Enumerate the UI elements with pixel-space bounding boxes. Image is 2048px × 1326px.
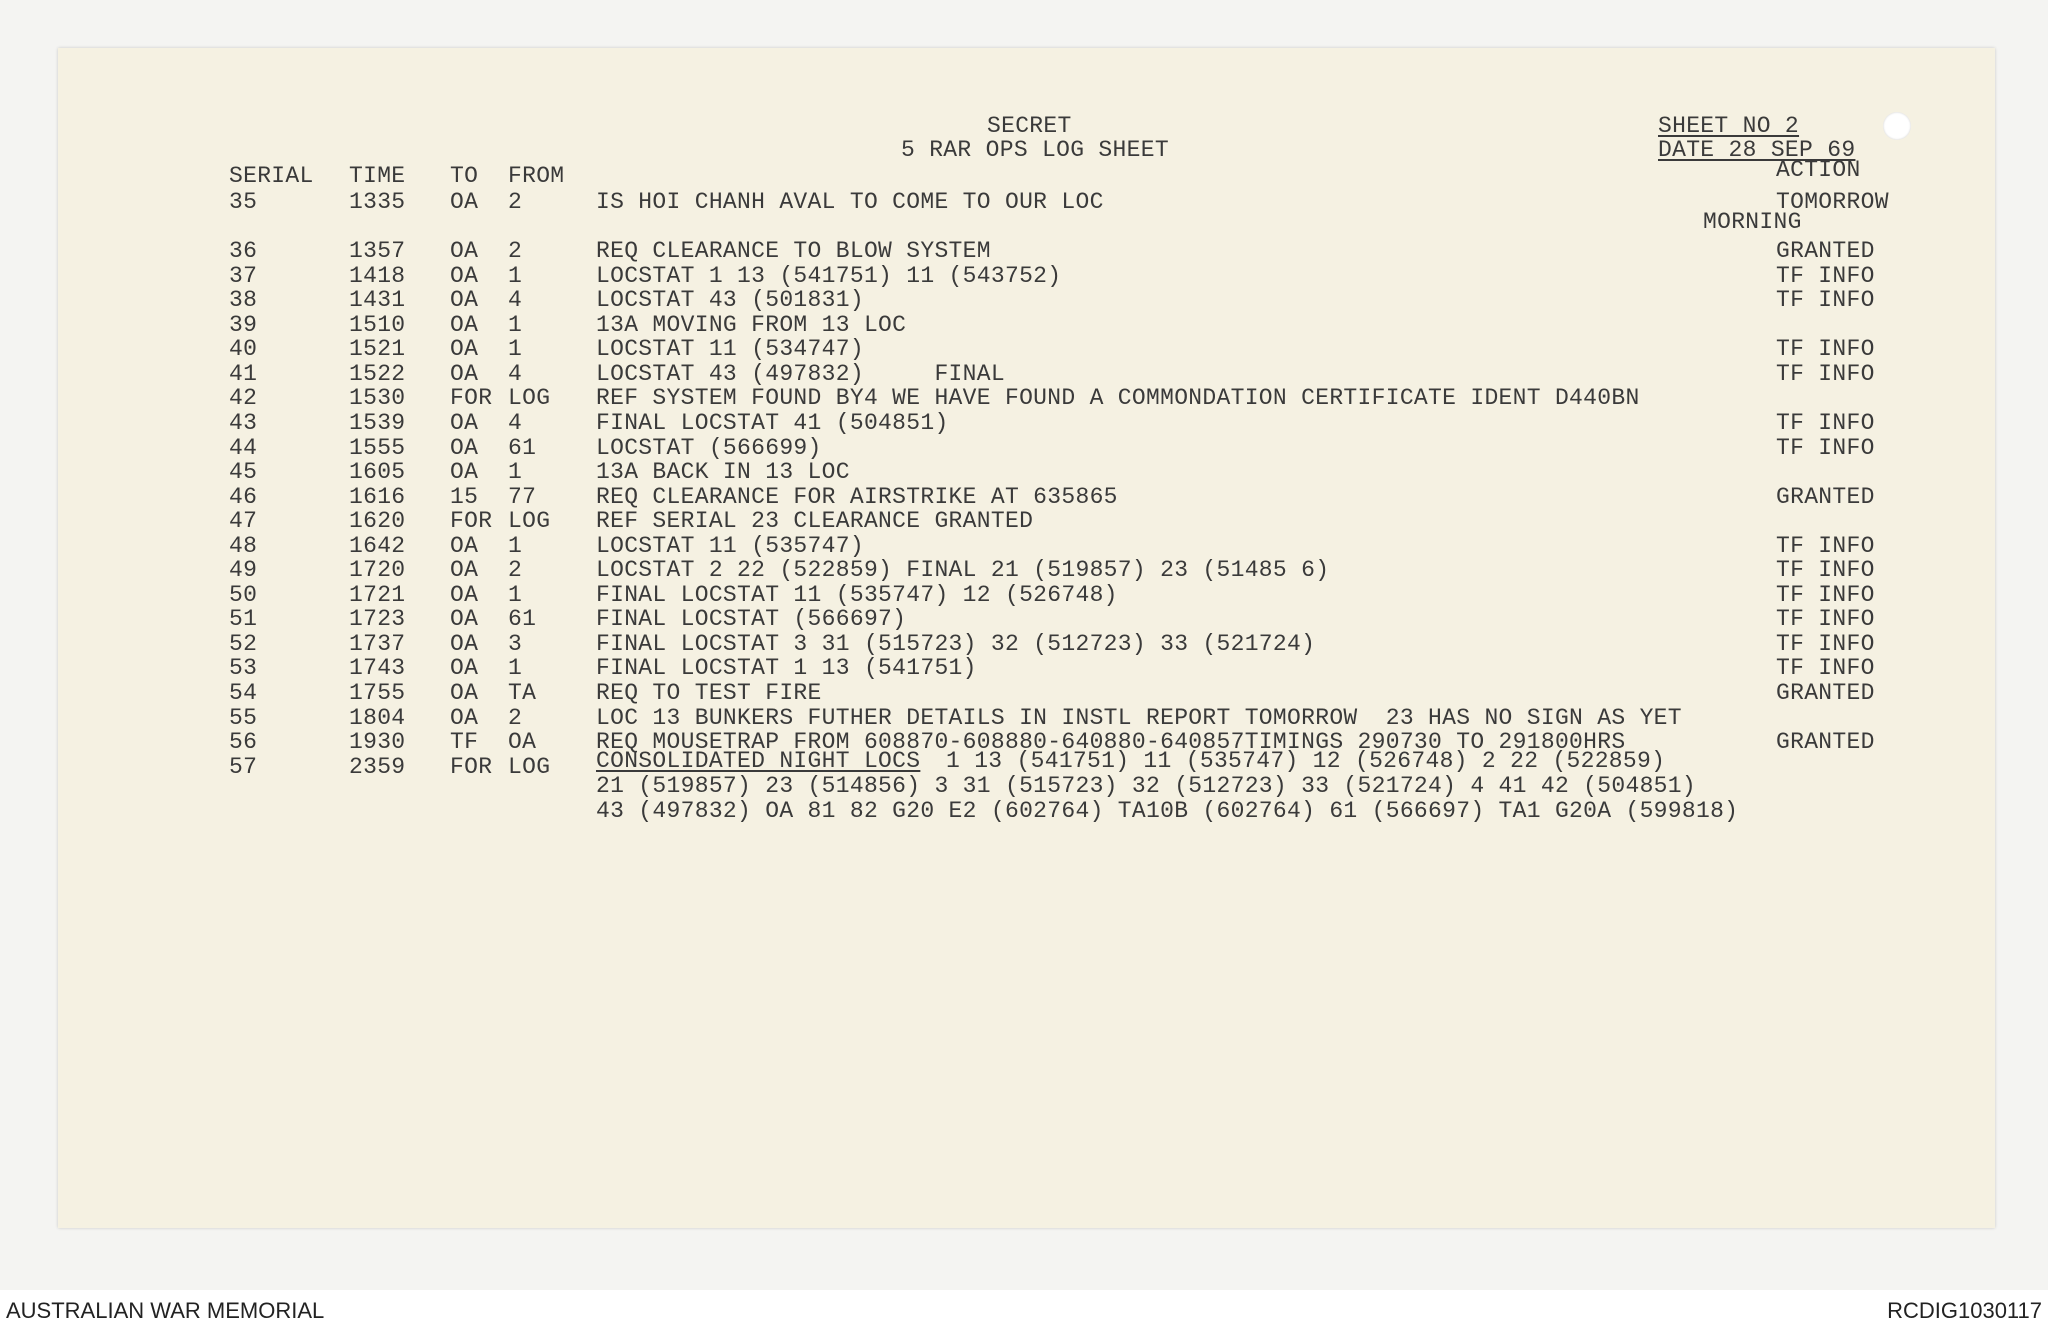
log-from: 2 [508, 238, 523, 264]
archive-reference: RCDIG1030117 [1887, 1298, 2042, 1323]
action-note-morning: MORNING [1703, 209, 1802, 235]
log-action: TF INFO [1776, 533, 1875, 559]
log-action: TF INFO [1776, 582, 1875, 608]
log-text: LOCSTAT 11 (534747) [596, 336, 864, 362]
log-from: 1 [508, 655, 523, 681]
log-to: OA [450, 189, 479, 215]
consolidated-line-3: 43 (497832) OA 81 82 G20 E2 (602764) TA10B (602764) 61 (566697) TA1 G20A (599818) [596, 798, 1739, 824]
log-text: LOCSTAT 1 13 (541751) 11 (543752) [596, 263, 1062, 289]
log-serial: 36 [229, 238, 258, 264]
log-serial: 43 [229, 410, 258, 436]
log-action: TF INFO [1776, 631, 1875, 657]
log-text: REF SYSTEM FOUND BY4 WE HAVE FOUND A COMMONDATION CERTIFICATE IDENT D440BN [596, 385, 1640, 411]
log-time: 1605 [349, 459, 406, 485]
log-to: OA [450, 533, 479, 559]
log-to: 15 [450, 484, 479, 510]
log-from: TA [508, 680, 537, 706]
log-serial: 52 [229, 631, 258, 657]
log-time: 1737 [349, 631, 406, 657]
log-text: REF SERIAL 23 CLEARANCE GRANTED [596, 508, 1034, 534]
sheet-date: DATE 28 SEP 69 [1658, 137, 1856, 163]
log-from: 1 [508, 312, 523, 338]
log-from: 61 [508, 435, 537, 461]
log-text: IS HOI CHANH AVAL TO COME TO OUR LOC [596, 189, 1104, 215]
log-to: OA [450, 705, 479, 731]
log-text: FINAL LOCSTAT 41 (504851) [596, 410, 949, 436]
log-serial: 42 [229, 385, 258, 411]
log-time: 1539 [349, 410, 406, 436]
log-action: TF INFO [1776, 606, 1875, 632]
column-header-action: ACTION [1776, 157, 1861, 183]
log-time: 1521 [349, 336, 406, 362]
punch-hole [1883, 112, 1911, 140]
log-serial: 47 [229, 508, 258, 534]
log-action: TF INFO [1776, 655, 1875, 681]
log-from: 1 [508, 582, 523, 608]
log-time: 1720 [349, 557, 406, 583]
log-time: 1620 [349, 508, 406, 534]
log-to: OA [450, 606, 479, 632]
log-time: 1616 [349, 484, 406, 510]
log-text: FINAL LOCSTAT 3 31 (515723) 32 (512723) 33 (521724) [596, 631, 1316, 657]
consolidated-heading: CONSOLIDATED NIGHT LOCS [596, 748, 921, 774]
log-to: OA [450, 238, 479, 264]
log-time: 1642 [349, 533, 406, 559]
log-action: TF INFO [1776, 361, 1875, 387]
log-time: 2359 [349, 754, 406, 780]
log-serial: 45 [229, 459, 258, 485]
log-time: 1510 [349, 312, 406, 338]
log-text: REQ MOUSETRAP FROM 608870-608880-640880-640857TIMINGS 290730 TO 291800HRS [596, 729, 1626, 755]
log-time: 1555 [349, 435, 406, 461]
consolidated-line-1: 1 13 (541751) 11 (535747) 12 (526748) 2 22 (522859) [946, 748, 1666, 774]
sheet-title: 5 RAR OPS LOG SHEET [901, 137, 1169, 163]
log-serial: 35 [229, 189, 258, 215]
log-to: OA [450, 312, 479, 338]
log-serial: 46 [229, 484, 258, 510]
log-serial: 54 [229, 680, 258, 706]
archive-name: AUSTRALIAN WAR MEMORIAL [6, 1298, 325, 1323]
log-from: OA [508, 729, 537, 755]
log-from: 1 [508, 459, 523, 485]
column-header-time: TIME [349, 163, 406, 189]
log-to: OA [450, 336, 479, 362]
sheet-number: SHEET NO 2 [1658, 113, 1800, 139]
log-from: 2 [508, 189, 523, 215]
archive-footer [0, 1290, 2048, 1326]
log-action: GRANTED [1776, 729, 1875, 755]
log-from: LOG [508, 508, 551, 534]
log-to: OA [450, 287, 479, 313]
log-serial: 50 [229, 582, 258, 608]
log-text: REQ TO TEST FIRE [596, 680, 822, 706]
log-to: OA [450, 361, 479, 387]
log-serial: 37 [229, 263, 258, 289]
log-text: FINAL LOCSTAT (566697) [596, 606, 907, 632]
log-serial: 40 [229, 336, 258, 362]
log-action: TF INFO [1776, 410, 1875, 436]
column-header-from: FROM [508, 163, 565, 189]
log-serial: 49 [229, 557, 258, 583]
log-from: LOG [508, 385, 551, 411]
log-text: FINAL LOCSTAT 1 13 (541751) [596, 655, 977, 681]
log-from: 61 [508, 606, 537, 632]
log-action: TOMORROW [1776, 189, 1889, 215]
log-to: FOR [450, 754, 493, 780]
log-serial: 38 [229, 287, 258, 313]
log-action: GRANTED [1776, 484, 1875, 510]
log-time: 1530 [349, 385, 406, 411]
log-text: LOCSTAT 2 22 (522859) FINAL 21 (519857) 23 (51485 6) [596, 557, 1330, 583]
log-to: FOR [450, 385, 493, 411]
log-to: OA [450, 655, 479, 681]
log-to: OA [450, 435, 479, 461]
log-time: 1431 [349, 287, 406, 313]
log-time: 1522 [349, 361, 406, 387]
log-text: REQ CLEARANCE TO BLOW SYSTEM [596, 238, 991, 264]
log-action: GRANTED [1776, 238, 1875, 264]
ops-log-sheet [58, 48, 1995, 1228]
log-time: 1930 [349, 729, 406, 755]
log-from: 1 [508, 533, 523, 559]
log-to: OA [450, 582, 479, 608]
log-serial: 57 [229, 754, 258, 780]
log-text: LOCSTAT 11 (535747) [596, 533, 864, 559]
log-action: TF INFO [1776, 263, 1875, 289]
log-to: OA [450, 631, 479, 657]
log-from: 2 [508, 705, 523, 731]
log-time: 1721 [349, 582, 406, 608]
log-serial: 41 [229, 361, 258, 387]
log-to: OA [450, 410, 479, 436]
log-text: LOCSTAT (566699) [596, 435, 822, 461]
column-header-to: TO [450, 163, 479, 189]
log-serial: 55 [229, 705, 258, 731]
log-time: 1418 [349, 263, 406, 289]
log-serial: 44 [229, 435, 258, 461]
log-from: 3 [508, 631, 523, 657]
log-time: 1723 [349, 606, 406, 632]
log-action: TF INFO [1776, 435, 1875, 461]
log-serial: 48 [229, 533, 258, 559]
log-text: LOCSTAT 43 (497832) FINAL [596, 361, 1005, 387]
log-to: TF [450, 729, 479, 755]
log-from: 1 [508, 263, 523, 289]
log-time: 1743 [349, 655, 406, 681]
log-from: 2 [508, 557, 523, 583]
log-serial: 53 [229, 655, 258, 681]
log-action: TF INFO [1776, 336, 1875, 362]
log-from: 77 [508, 484, 537, 510]
log-from: 4 [508, 361, 523, 387]
log-text: FINAL LOCSTAT 11 (535747) 12 (526748) [596, 582, 1118, 608]
log-to: OA [450, 263, 479, 289]
log-serial: 56 [229, 729, 258, 755]
log-text: LOC 13 BUNKERS FUTHER DETAILS IN INSTL REPORT TOMORROW 23 HAS NO SIGN AS YET [596, 705, 1682, 731]
log-text: LOCSTAT 43 (501831) [596, 287, 864, 313]
log-time: 1755 [349, 680, 406, 706]
log-time: 1804 [349, 705, 406, 731]
log-from: 1 [508, 336, 523, 362]
log-serial: 39 [229, 312, 258, 338]
log-text: 13A BACK IN 13 LOC [596, 459, 850, 485]
log-from: LOG [508, 754, 551, 780]
log-serial: 51 [229, 606, 258, 632]
log-time: 1357 [349, 238, 406, 264]
log-from: 4 [508, 287, 523, 313]
log-action: TF INFO [1776, 557, 1875, 583]
log-action: GRANTED [1776, 680, 1875, 706]
log-time: 1335 [349, 189, 406, 215]
consolidated-line-2: 21 (519857) 23 (514856) 3 31 (515723) 32 (512723) 33 (521724) 4 41 42 (504851) [596, 773, 1696, 799]
log-to: FOR [450, 508, 493, 534]
log-action: TF INFO [1776, 287, 1875, 313]
log-text: REQ CLEARANCE FOR AIRSTRIKE AT 635865 [596, 484, 1118, 510]
log-to: OA [450, 680, 479, 706]
classification-label: SECRET [987, 113, 1072, 139]
log-to: OA [450, 557, 479, 583]
log-from: 4 [508, 410, 523, 436]
log-to: OA [450, 459, 479, 485]
column-header-serial: SERIAL [229, 163, 314, 189]
log-text: 13A MOVING FROM 13 LOC [596, 312, 907, 338]
